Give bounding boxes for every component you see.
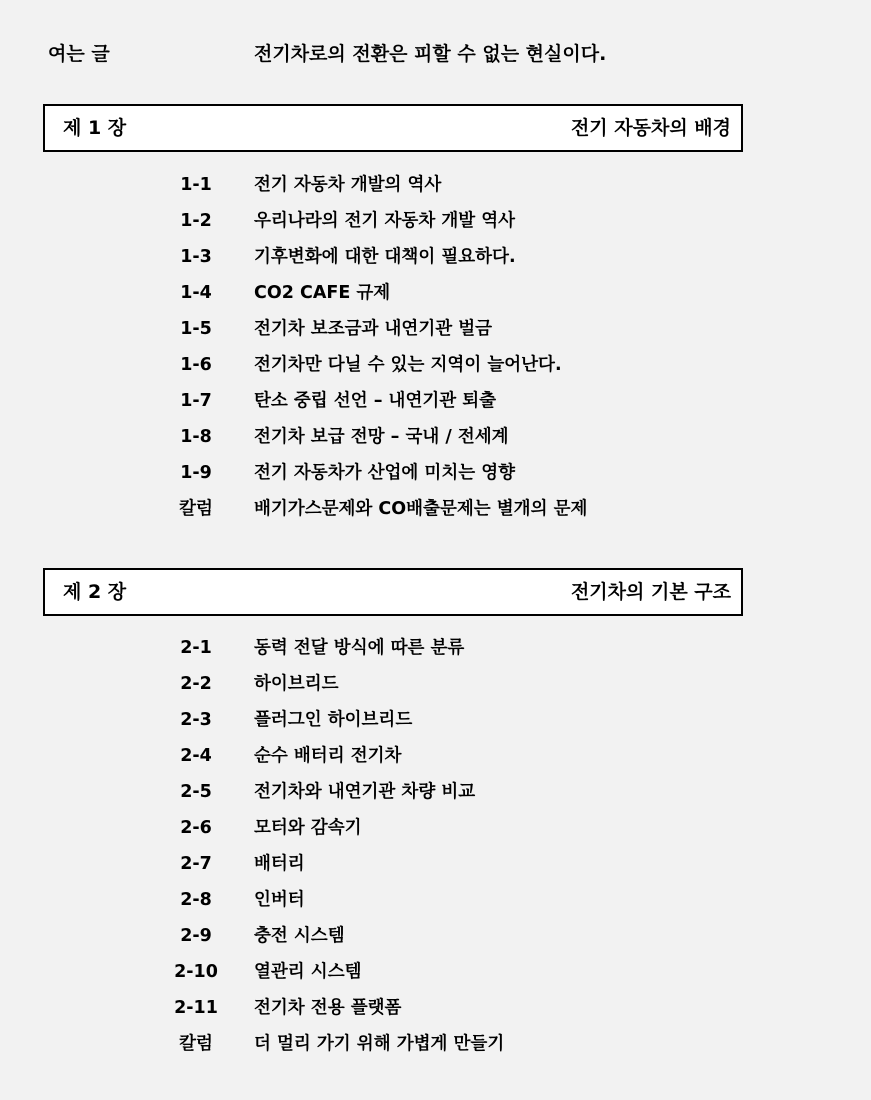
chapter-number: 제 1 장	[63, 117, 127, 139]
chapter-2-header	[43, 568, 743, 616]
section-item	[0, 630, 871, 666]
section-number: 2-1	[180, 638, 212, 658]
section-title: 전기차 보급 전망 – 국내 / 전세계	[254, 427, 509, 447]
section-number: 2-4	[180, 746, 212, 766]
section-title: 전기 자동차가 산업에 미치는 영향	[254, 463, 516, 483]
section-number: 2-7	[180, 854, 212, 874]
section-item	[0, 239, 871, 275]
section-title: 동력 전달 방식에 따른 분류	[254, 638, 465, 658]
section-number: 칼럼	[179, 499, 213, 519]
section-title: 더 멀리 가기 위해 가볍게 만들기	[254, 1034, 505, 1054]
section-item	[0, 954, 871, 990]
section-number: 1-7	[180, 391, 212, 411]
section-title: 탄소 중립 선언 – 내연기관 퇴출	[254, 391, 497, 411]
section-number: 2-5	[180, 782, 212, 802]
section-title: 하이브리드	[254, 674, 339, 694]
section-title: 충전 시스템	[254, 926, 345, 946]
section-item	[0, 455, 871, 491]
section-item	[0, 702, 871, 738]
section-item	[0, 882, 871, 918]
chapter-1-section-list	[0, 167, 871, 527]
section-title: 열관리 시스템	[254, 962, 362, 982]
section-number: 2-2	[180, 674, 212, 694]
section-title: 플러그인 하이브리드	[254, 710, 413, 730]
section-item	[0, 275, 871, 311]
section-number: 1-2	[180, 211, 212, 231]
section-title: 모터와 감속기	[254, 818, 362, 838]
chapter-title: 전기차의 기본 구조	[570, 581, 731, 603]
section-item	[0, 311, 871, 347]
section-title: 우리나라의 전기 자동차 개발 역사	[254, 211, 516, 231]
column-item	[0, 491, 871, 527]
section-number: 1-8	[180, 427, 212, 447]
section-title: 전기차만 다닐 수 있는 지역이 늘어난다.	[254, 355, 562, 375]
section-item	[0, 846, 871, 882]
section-number: 2-3	[180, 710, 212, 730]
section-title: CO2 CAFE 규제	[254, 283, 391, 303]
chapter-2-section-list	[0, 630, 871, 1062]
section-item	[0, 810, 871, 846]
section-item	[0, 990, 871, 1026]
section-number: 1-3	[180, 247, 212, 267]
section-title: 순수 배터리 전기차	[254, 746, 402, 766]
section-number: 2-8	[180, 890, 212, 910]
section-number: 1-5	[180, 319, 212, 339]
section-item	[0, 383, 871, 419]
section-title: 전기 자동차 개발의 역사	[254, 175, 442, 195]
section-number: 1-9	[180, 463, 212, 483]
section-number: 1-4	[180, 283, 212, 303]
section-number: 2-6	[180, 818, 212, 838]
chapter-1-header	[43, 104, 743, 152]
section-title: 배터리	[254, 854, 305, 874]
section-item	[0, 774, 871, 810]
section-item	[0, 666, 871, 702]
section-title: 인버터	[254, 890, 305, 910]
section-item	[0, 419, 871, 455]
section-number: 1-6	[180, 355, 212, 375]
chapter-title: 전기 자동차의 배경	[570, 117, 731, 139]
section-item	[0, 738, 871, 774]
section-number: 2-9	[180, 926, 212, 946]
chapter-number: 제 2 장	[63, 581, 127, 603]
section-item	[0, 203, 871, 239]
section-number: 2-10	[174, 962, 218, 982]
section-title: 전기차 전용 플랫폼	[254, 998, 402, 1018]
section-item	[0, 347, 871, 383]
intro-text: 전기차로의 전환은 피할 수 없는 현실이다.	[254, 43, 607, 65]
section-item	[0, 167, 871, 203]
section-title: 배기가스문제와 CO배출문제는 별개의 문제	[254, 499, 588, 519]
section-title: 전기차와 내연기관 차량 비교	[254, 782, 476, 802]
section-number: 칼럼	[179, 1034, 213, 1054]
intro-row	[48, 40, 748, 68]
section-number: 1-1	[180, 175, 212, 195]
section-title: 전기차 보조금과 내연기관 벌금	[254, 319, 493, 339]
column-item	[0, 1026, 871, 1062]
section-title: 기후변화에 대한 대책이 필요하다.	[254, 247, 516, 267]
section-item	[0, 918, 871, 954]
section-number: 2-11	[174, 998, 218, 1018]
intro-label: 여는 글	[48, 43, 110, 65]
